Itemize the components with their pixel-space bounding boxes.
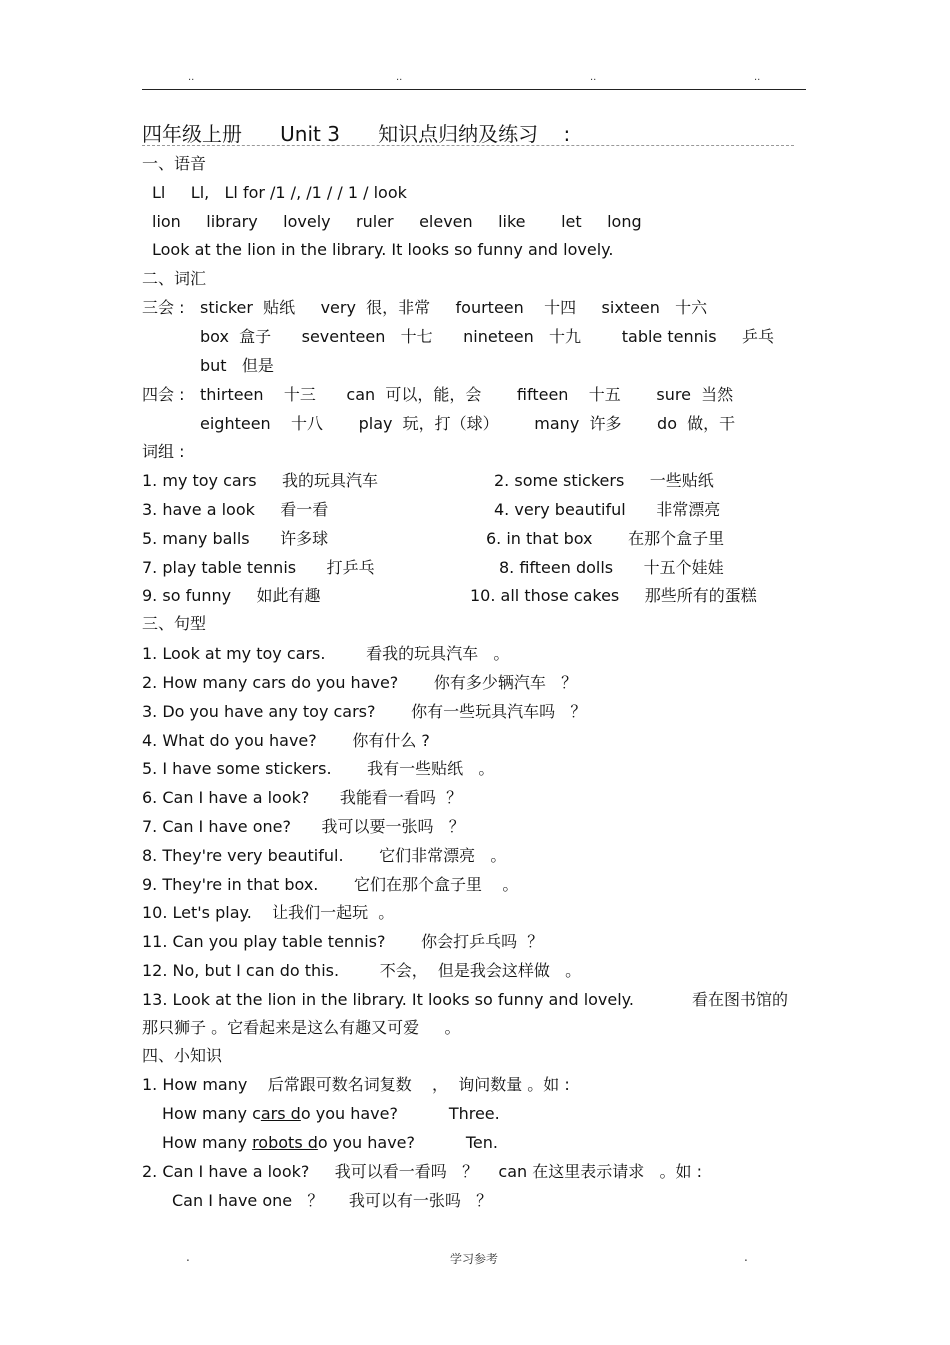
sentence-item: 9. They're in that box. 它们在那个盒子里 。 [142,875,519,894]
sentence-item: 3. Do you have any toy cars? 你有一些玩具汽车吗 ？ [142,702,587,721]
sentence-item: 11. Can you play table tennis? 你会打乒乓吗 ？ [142,932,544,951]
sihui-row: eighteen 十八 play 玩，打（球） many 许多 do 做，干 [200,414,736,433]
section-heading-tips: 四、小知识 [142,1046,223,1065]
tip-example [162,1133,498,1153]
sentence-item: 8. They're very beautiful. 它们非常漂亮 。 [142,846,507,865]
sentence-item: 4. What do you have? 你有什么 ? [142,731,430,750]
header-mark: .. [590,72,597,83]
phrase-item: 4. very beautiful 非常漂亮 [494,500,721,519]
tip-example [162,1104,500,1124]
phrase-item: 3. have a look 看一看 [142,500,329,519]
tip-example-underlined: robots d [252,1133,318,1152]
footer-mark: . [744,1250,748,1264]
phrase-item: 10. all those cakes 那些所有的蛋糕 [470,586,757,605]
footer-label: 学习参考 [450,1252,499,1266]
section-heading-phonics: 一、语音 [142,154,207,173]
phrase-item: 6. in that box 在那个盒子里 [486,529,725,548]
sentence-item: 10. Let's play. 让我们一起玩 。 [142,903,395,922]
sentence-item-translation: 那只狮子 。它看起来是这么有趣又可爱 。 [142,1018,461,1037]
section-heading-sentences: 三、句型 [142,614,207,633]
phrase-item: 5. many balls 许多球 [142,529,329,548]
sentence-item: 13. Look at the lion in the library. It looks so funny and lovely. [142,990,634,1009]
phrase-item: 1. my toy cars 我的玩具汽车 [142,471,379,490]
tip-example-text: How many [162,1133,253,1152]
header-mark: .. [754,72,761,83]
phonics-sentence: Look at the lion in the library. It looks so funny and lovely. [152,240,614,259]
sentence-item: 2. How many cars do you have? 你有多少辆汽车 ？ [142,673,578,692]
phrase-item: 2. some stickers 一些贴纸 [494,471,714,490]
page-title: 四年级上册 Unit 3 知识点归纳及练习 : [142,122,571,146]
section-heading-vocab: 二、词汇 [142,269,207,288]
sentence-item: 5. I have some stickers. 我有一些贴纸 。 [142,759,495,778]
sentence-item: 6. Can I have a look? 我能看一看吗 ？ [142,788,463,807]
phrase-item: 8. fifteen dolls 十五个娃娃 [499,558,724,577]
phonics-rule: Ll Ll, Ll for /1 /, /1 / / 1 / look [152,183,407,202]
tip-example-text: o you have? Three. [300,1104,500,1123]
sanhui-label: 三会 : [142,298,185,317]
sentence-item: 12. No, but I can do this. 不会， 但是我会这样做 。 [142,961,582,980]
tip-example-text: o you have? Ten. [317,1133,498,1152]
tip-item: 1. How many 后常跟可数名词复数 ， 询问数量 。如 : [142,1075,570,1094]
tip-item: 2. Can I have a look? 我可以看一看吗 ？ can 在这里表示请求 。如 : [142,1162,702,1181]
sihui-row: thirteen 十三 can 可以，能，会 fifteen 十五 sure 当然 [200,385,734,404]
phrase-item: 9. so funny 如此有趣 [142,586,321,605]
tip-example-underlined: ars d [260,1104,301,1123]
phonics-words: lion library lovely ruler eleven like let long [152,212,642,231]
header-mark: .. [188,72,195,83]
sanhui-row: box 盒子 seventeen 十七 nineteen 十九 table tennis 乒乓 [200,327,774,346]
header-mark: .. [396,72,403,83]
sanhui-row: but 但是 [200,356,274,375]
footer-mark: . [186,1250,190,1264]
sentence-item-translation: 看在图书馆的 [692,990,789,1009]
header-rule [142,89,806,90]
sanhui-row: sticker 贴纸 very 很，非常 fourteen 十四 sixteen 十六 [200,298,708,317]
tip-example-text: How many c [162,1104,261,1123]
sihui-label: 四会 : [142,385,185,404]
phrase-item: 7. play table tennis 打乒乓 [142,558,375,577]
tip-example: Can I have one ？ 我可以有一张吗 ？ [172,1191,493,1210]
sentence-item: 1. Look at my toy cars. 看我的玩具汽车 。 [142,644,510,663]
sentence-item: 7. Can I have one? 我可以要一张吗 ？ [142,817,465,836]
phrases-heading: 词组 : [142,442,185,461]
title-divider [142,145,794,146]
